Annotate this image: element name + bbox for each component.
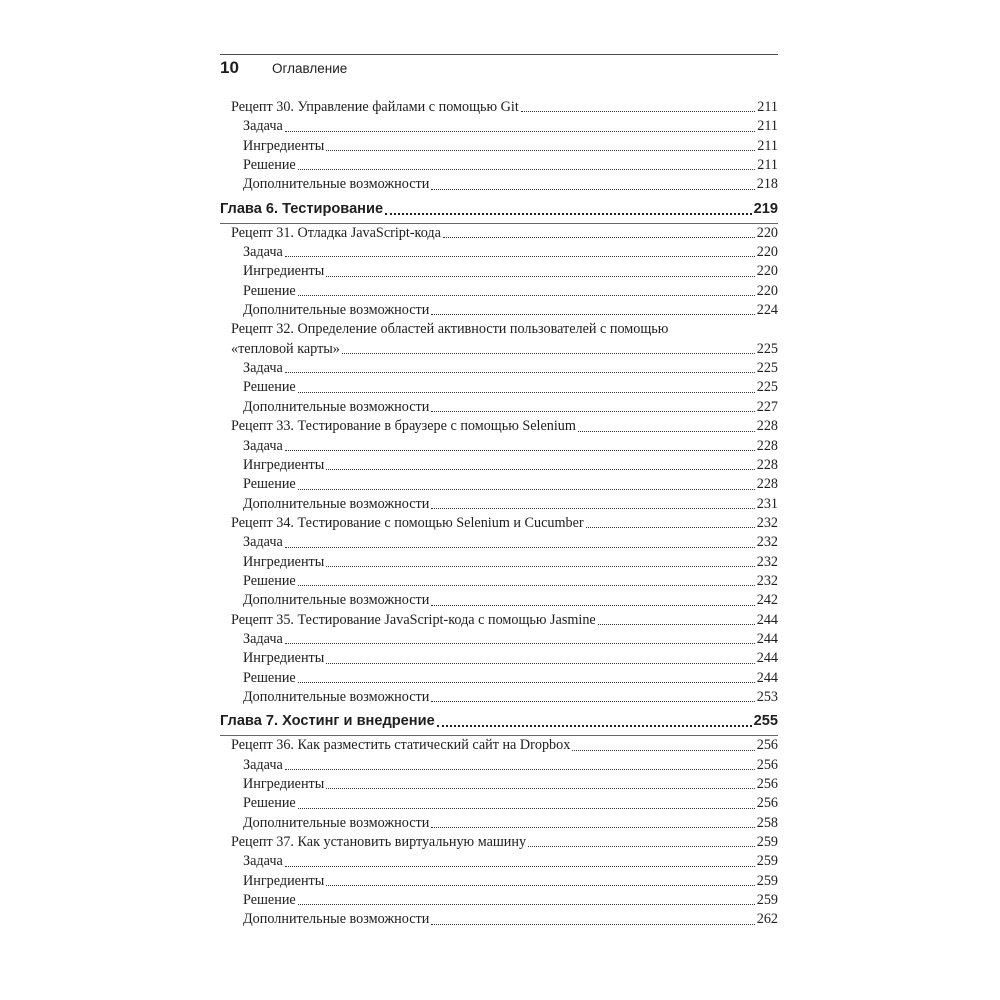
toc-page-number: 258	[756, 814, 778, 831]
dot-leader	[326, 788, 754, 789]
toc-page-number: 211	[757, 118, 778, 135]
toc-subitem	[220, 456, 778, 475]
toc-page-number: 211	[757, 99, 778, 115]
toc-entry-title: Рецепт 34. Тестирование с помощью Selenium и Cucumber	[231, 514, 584, 531]
dot-leader	[326, 885, 754, 886]
toc-subitem	[220, 137, 778, 156]
toc-page-number: 256	[756, 795, 778, 812]
toc-subitem	[220, 437, 778, 456]
toc-recipe	[220, 417, 778, 436]
dot-leader	[298, 585, 755, 586]
toc-subitem	[220, 852, 778, 871]
dot-leader	[431, 827, 754, 828]
toc-page-number: 259	[756, 834, 778, 851]
toc-page-number: 259	[756, 872, 778, 889]
dot-leader	[385, 213, 752, 215]
dot-leader	[326, 150, 755, 151]
dot-leader	[586, 527, 755, 528]
toc-page-number: 228	[756, 476, 778, 493]
dot-leader	[443, 237, 755, 238]
toc-entry-title: Решение	[243, 157, 296, 174]
toc-entry-title: Решение	[243, 282, 296, 299]
toc-recipe	[220, 98, 778, 117]
dot-leader	[572, 750, 754, 751]
toc-page-number: 228	[756, 456, 778, 473]
toc-page-number: 256	[756, 737, 778, 754]
toc-subitem	[220, 243, 778, 262]
toc-entry-title: Задача	[243, 756, 283, 773]
toc-entry-title: Глава 6. Тестирование	[220, 200, 384, 217]
toc-page-number: 225	[756, 379, 778, 396]
toc-entry-title: Дополнительные возможности	[243, 911, 430, 928]
dot-leader	[578, 431, 755, 432]
toc-subitem	[220, 794, 778, 813]
toc-entry-title: Рецепт 33. Тестирование в браузере с помощью Selenium	[231, 418, 576, 435]
toc-chapter	[220, 199, 778, 220]
dot-leader	[437, 725, 752, 727]
toc-entry-title: Задача	[243, 630, 283, 647]
toc-page-number: 244	[756, 630, 778, 647]
toc-entry-title: Решение	[243, 892, 296, 909]
toc-page-number: 225	[756, 360, 778, 377]
toc-page-number: 224	[756, 302, 778, 319]
toc-subitem	[220, 301, 778, 320]
toc-page-number: 255	[753, 713, 778, 730]
dot-leader	[528, 846, 755, 847]
toc-subitem	[220, 175, 778, 194]
toc-subitem	[220, 872, 778, 891]
toc-subitem	[220, 572, 778, 591]
toc-page-number: 211	[757, 157, 778, 174]
toc-subitem	[220, 553, 778, 572]
dot-leader	[326, 566, 754, 567]
dot-leader	[431, 605, 754, 606]
toc-chapter	[220, 711, 778, 732]
toc-entry-title: Ингредиенты	[243, 137, 325, 154]
dot-leader	[285, 256, 755, 257]
toc-page-number: 232	[756, 534, 778, 551]
toc-entry-title: «тепловой карты»	[231, 340, 340, 357]
toc-entry-title: Решение	[243, 572, 296, 589]
toc-subitem	[220, 495, 778, 514]
dot-leader	[431, 508, 754, 509]
toc-page-number: 232	[756, 553, 778, 570]
dot-leader	[431, 924, 754, 925]
toc-entry-title: Решение	[243, 669, 296, 686]
toc-page-number: 220	[756, 224, 778, 241]
dot-leader	[326, 663, 754, 664]
dot-leader	[298, 682, 755, 683]
dot-leader	[285, 769, 755, 770]
dot-leader	[298, 392, 755, 393]
toc-subitem	[220, 156, 778, 175]
toc-page-number: 232	[756, 572, 778, 589]
toc-page-number: 231	[756, 495, 778, 512]
toc-subitem	[220, 775, 778, 794]
toc-entry-title: Ингредиенты	[243, 872, 325, 889]
toc-page-number: 218	[756, 176, 778, 193]
toc-entry-title: Решение	[243, 379, 296, 396]
toc-subitem	[220, 378, 778, 397]
dot-leader	[326, 276, 754, 277]
toc-entry-title: Задача	[243, 437, 283, 454]
toc-entry-title: Дополнительные возможности	[243, 814, 430, 831]
toc-entry-title: Рецепт 36. Как разместить статический сайт на Dropbox	[231, 737, 571, 754]
toc-page-number: 244	[756, 669, 778, 686]
toc-subitem	[220, 756, 778, 775]
toc-page-number: 242	[756, 592, 778, 609]
dot-leader	[285, 866, 755, 867]
toc-subitem	[220, 398, 778, 417]
dot-leader	[298, 808, 755, 809]
toc-entry-title: Задача	[243, 853, 283, 870]
dot-leader	[342, 353, 755, 354]
dot-leader	[431, 701, 754, 702]
table-of-contents	[220, 98, 778, 930]
toc-entry-title: Рецепт 31. Отладка JavaScript-кода	[231, 224, 441, 241]
toc-subitem	[220, 891, 778, 910]
dot-leader	[298, 489, 755, 490]
toc-entry-title: Дополнительные возможности	[243, 495, 430, 512]
toc-subitem	[220, 475, 778, 494]
toc-subitem	[220, 359, 778, 378]
toc-entry-title: Ингредиенты	[243, 776, 325, 792]
toc-entry-title: Задача	[243, 534, 283, 551]
dot-leader	[285, 450, 755, 451]
toc-page-number: 228	[756, 418, 778, 435]
toc-recipe	[220, 514, 778, 533]
dot-leader	[285, 372, 755, 373]
dot-leader	[285, 131, 755, 132]
toc-recipe	[220, 736, 778, 755]
toc-subitem	[220, 262, 778, 281]
toc-recipe-first-line: Рецепт 32. Определение областей активности пользователей с помощью	[231, 321, 669, 338]
dot-leader	[598, 624, 755, 625]
toc-page-number: 259	[756, 892, 778, 909]
toc-entry-title: Дополнительные возможности	[243, 302, 430, 319]
toc-page-number: 220	[756, 282, 778, 299]
toc-entry-title: Рецепт 35. Тестирование JavaScript-кода с помощью Jasmine	[231, 611, 596, 628]
dot-leader	[285, 547, 755, 548]
toc-page-number: 220	[756, 244, 778, 261]
dot-leader	[326, 469, 754, 470]
toc-subitem	[220, 117, 778, 136]
page-number: 10	[220, 58, 239, 77]
toc-subitem	[220, 910, 778, 929]
toc-recipe	[220, 611, 778, 630]
toc-page-number: 227	[756, 398, 778, 415]
toc-subitem	[220, 814, 778, 833]
toc-entry-title: Глава 7. Хостинг и внедрение	[220, 713, 435, 730]
toc-entry-title: Дополнительные возможности	[243, 592, 430, 609]
toc-page-number: 244	[756, 650, 778, 667]
running-header	[220, 54, 778, 78]
toc-entry-title: Ингредиенты	[243, 553, 325, 570]
dot-leader	[298, 295, 755, 296]
toc-page-number: 211	[757, 137, 778, 154]
header-rule	[220, 54, 778, 55]
toc-entry-title: Ингредиенты	[243, 650, 325, 667]
toc-entry-title: Рецепт 37. Как установить виртуальную машину	[231, 834, 527, 851]
dot-leader	[521, 111, 755, 112]
toc-page-number: 256	[756, 756, 778, 773]
dot-leader	[431, 189, 754, 190]
dot-leader	[298, 904, 755, 905]
toc-page-number: 259	[756, 853, 778, 870]
toc-entry-title: Задача	[243, 244, 283, 261]
toc-subitem	[220, 591, 778, 610]
toc-recipe-continued	[220, 340, 778, 359]
toc-subitem	[220, 630, 778, 649]
toc-recipe	[220, 224, 778, 243]
toc-page-number: 228	[756, 437, 778, 454]
toc-entry-title: Задача	[243, 360, 283, 377]
toc-page-number: 253	[756, 688, 778, 705]
toc-entry-title: Рецепт 30. Управление файлами с помощью Git	[231, 99, 519, 115]
toc-entry-title: Ингредиенты	[243, 263, 325, 280]
toc-entry-title: Задача	[243, 118, 283, 135]
toc-entry-title: Ингредиенты	[243, 456, 325, 473]
toc-page-number: 220	[756, 263, 778, 280]
toc-subitem	[220, 649, 778, 668]
dot-leader	[298, 169, 756, 170]
toc-recipe	[220, 833, 778, 852]
toc-entry-title: Дополнительные возможности	[243, 176, 430, 193]
toc-entry-title: Решение	[243, 795, 296, 812]
running-title: Оглавление	[272, 61, 348, 76]
toc-entry-title: Дополнительные возможности	[243, 398, 430, 415]
toc-page-number: 232	[756, 514, 778, 531]
toc-subitem	[220, 688, 778, 707]
toc-page-number: 225	[756, 340, 778, 357]
dot-leader	[431, 314, 754, 315]
toc-subitem	[220, 669, 778, 688]
header-line	[220, 58, 778, 78]
toc-page-number: 219	[753, 200, 778, 217]
toc-page-number: 256	[756, 776, 778, 792]
toc-entry-title: Дополнительные возможности	[243, 688, 430, 705]
toc-subitem	[220, 533, 778, 552]
toc-entry-title: Решение	[243, 476, 296, 493]
toc-subitem	[220, 282, 778, 301]
dot-leader	[285, 643, 755, 644]
toc-page-number: 262	[756, 911, 778, 928]
toc-page-number: 244	[756, 611, 778, 628]
dot-leader	[431, 411, 754, 412]
